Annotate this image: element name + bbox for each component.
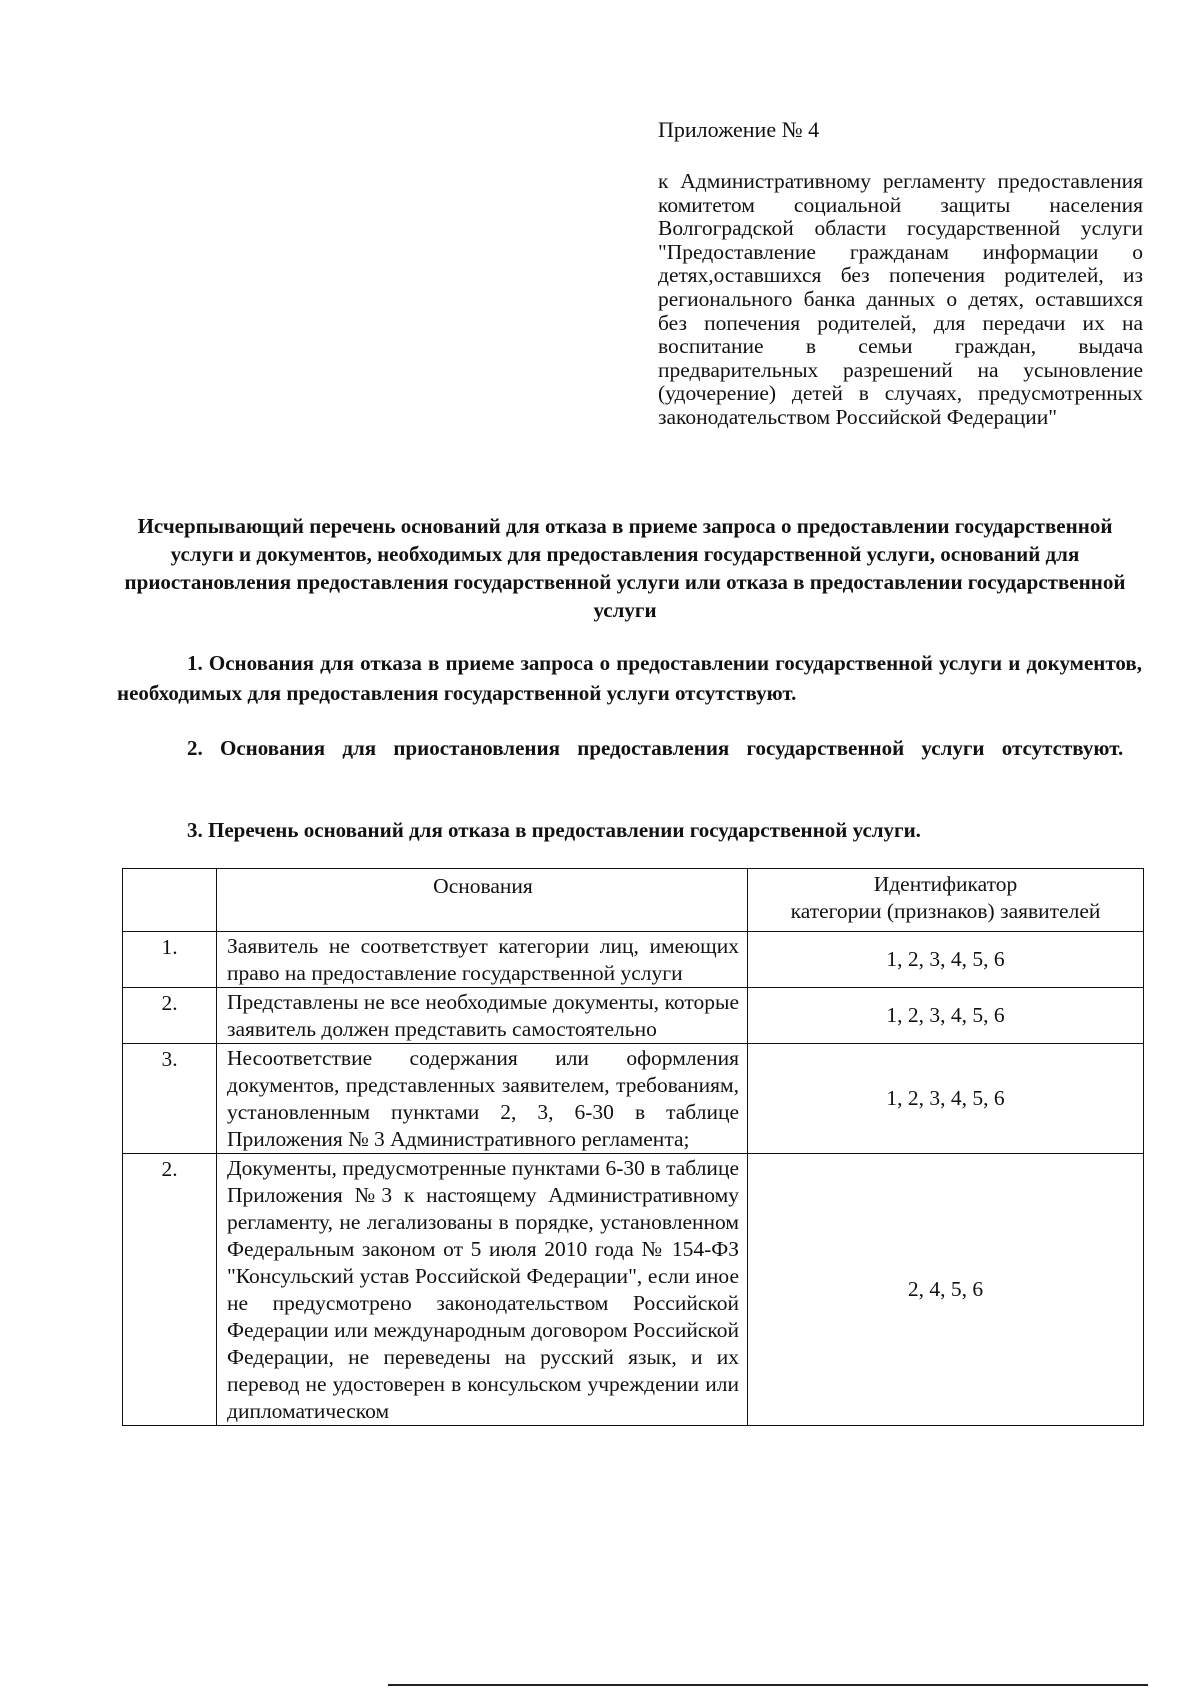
table-row [123, 1044, 1144, 1154]
row-number: 2. [123, 988, 217, 1044]
row-number: 1. [123, 932, 217, 988]
row-grounds: Заявитель не соответствует категории лиц, имеющих право на предоставление государственной услуги [217, 932, 748, 988]
header-grounds: Основания [217, 869, 748, 932]
row-number: 2. [123, 1154, 217, 1426]
table-row [123, 988, 1144, 1044]
row-identifiers: 1, 2, 3, 4, 5, 6 [748, 932, 1144, 988]
row-identifiers: 1, 2, 3, 4, 5, 6 [748, 1044, 1144, 1154]
section-1: 1. Основания для отказа в приеме запроса о предоставлении государственной услуги и документов, необходимых для предоставления государственной услуги отсутствуют. [117, 651, 1142, 705]
row-grounds: Несоответствие содержания или оформления документов, представленных заявителем, требованиям, установленным пунктами 2, 3, 6-30 в таблице Приложения № 3 Административного регламента; [217, 1044, 748, 1154]
header-identifier-line2: категории (признаков) заявителей [790, 899, 1101, 923]
table-row [123, 1154, 1144, 1426]
table-row [123, 932, 1144, 988]
header-number [123, 869, 217, 932]
row-identifiers: 1, 2, 3, 4, 5, 6 [748, 988, 1144, 1044]
bottom-divider [388, 1684, 1148, 1686]
section-3: 3. Перечень оснований для отказа в предоставлении государственной услуги. [187, 818, 921, 842]
row-number: 3. [123, 1044, 217, 1154]
row-identifiers: 2, 4, 5, 6 [748, 1154, 1144, 1426]
header-identifier [748, 869, 1144, 932]
grounds-table [122, 868, 1144, 1426]
appendix-reference: к Административному регламенту предоставления комитетом социальной защиты населения Волгоградской области государственной услуги "Предоставление гражданам информации о детях,оставшихся без попечения родителей, из регионального банка данных о детях, оставшихся без попечения родителей, для передачи их на воспитание в семьи граждан, выдача предварительных разрешений на усыновление (удочерение) детей в случаях, предусмотренных законодательством Российской Федерации" [658, 169, 1143, 429]
row-grounds: Документы, предусмотренные пунктами 6-30 в таблице Приложения №3 к настоящему Административному регламенту, не легализованы в порядке, установленном Федеральным законом от 5 июля 2010 года № 154-ФЗ "Консульский устав Российской Федерации", если иное не предусмотрено законодательством Российской Федерации или международным договором Российской Федерации, не переведены на русский язык, и их перевод не удостоверен в консульском учреждении или дипломатическом [217, 1154, 748, 1426]
row-grounds: Представлены не все необходимые документы, которые заявитель должен представить самостоятельно [217, 988, 748, 1044]
section-2: 2. Основания для приостановления предоставления государственной услуги отсутствуют. [187, 736, 1124, 760]
header-identifier-line1: Идентификатор [873, 872, 1018, 896]
document-heading: Исчерпывающий перечень оснований для отказа в приеме запроса о предоставлении государственной услуги и документов, необходимых для предоставления государственной услуги, оснований для приостановления предоставления государственной услуги или отказа в предоставлении государственной услуги [124, 514, 1126, 622]
table-header-row [123, 869, 1144, 932]
appendix-title: Приложение № 4 [658, 117, 820, 142]
